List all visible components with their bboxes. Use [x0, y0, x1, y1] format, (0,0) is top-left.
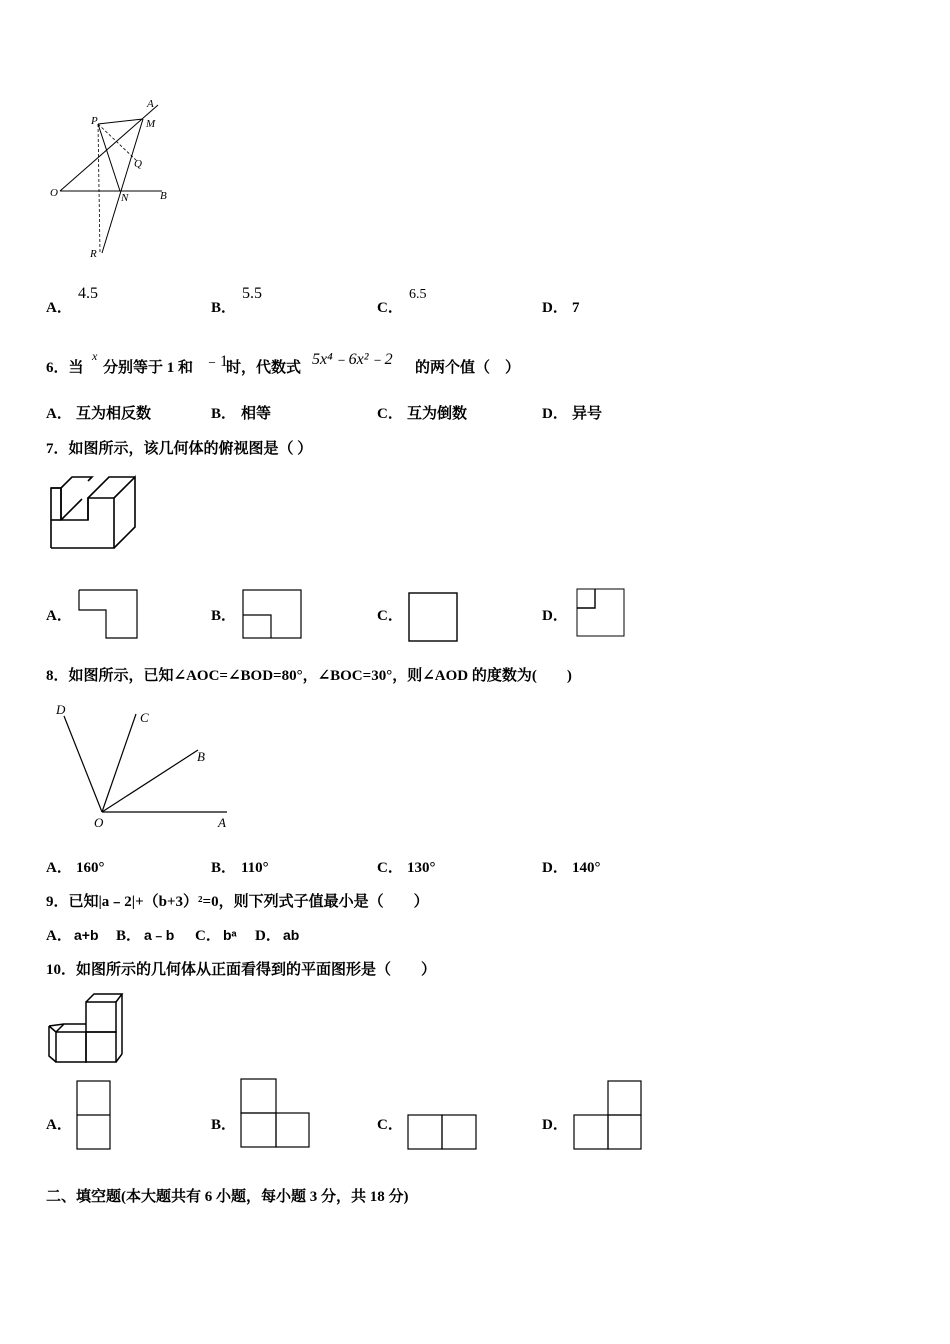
q6-option-c-value: 互为倒数 [407, 406, 468, 422]
q8-angle-figure [50, 700, 240, 834]
q8-option-b-value: 110° [241, 860, 269, 876]
q5-option-c-letter: C． [377, 300, 403, 316]
q8-label-A: A [218, 815, 226, 830]
q5-option-b-value: 5.5 [242, 285, 262, 302]
q7-option-d-figure[interactable] [576, 588, 628, 640]
q6-option-c-letter: C． [377, 406, 403, 422]
q10-option-a-letter: A． [46, 1117, 72, 1133]
q5-label-P: P [91, 115, 98, 127]
q5-option-b-letter: B． [211, 300, 237, 316]
q6-text-part4: 的两个值（ ） [415, 360, 521, 376]
q5-label-N: N [121, 192, 129, 204]
q9-option-c-value: bᵃ [223, 927, 237, 943]
q6-option-a-value: 互为相反数 [76, 406, 152, 422]
q6-option-d-letter: D． [542, 406, 568, 422]
q5-label-B: B [160, 190, 167, 202]
q9-option-a-letter: A． [46, 928, 72, 944]
q9-option-d-letter: D． [255, 928, 281, 944]
q9-option-b-value: a﹣b [144, 927, 175, 943]
q8-question: 8．如图所示，已知∠AOC=∠BOD=80°，∠BOC=30°，则∠AOD 的度数为( ) [46, 668, 572, 684]
q8-option-a-value: 160° [76, 860, 105, 876]
q6-option-a-letter: A． [46, 406, 72, 422]
q5-option-a-letter: A． [46, 300, 72, 316]
q10-option-d-letter: D． [542, 1117, 568, 1133]
q7-option-c-figure[interactable] [408, 592, 460, 644]
q5-label-R: R [90, 248, 97, 260]
q9-option-b-letter: B． [116, 928, 142, 944]
q9-option-c-letter: C． [195, 928, 221, 944]
q6-text-part1: 6．当 [46, 360, 84, 376]
q6-option-b-letter: B． [211, 406, 237, 422]
q6-expression: 5x⁴﹣6x²﹣2 [312, 351, 393, 368]
q10-option-d-figure[interactable] [573, 1080, 645, 1152]
q8-option-d-value: 140° [572, 860, 601, 876]
q6-option-b-value: 相等 [241, 406, 272, 422]
q5-label-Q: Q [134, 158, 142, 170]
q7-option-b-figure[interactable] [242, 589, 304, 641]
q9-option-a-value: a+b [74, 927, 99, 943]
q8-option-a-letter: A． [46, 860, 72, 876]
q6-text-part3: 时，代数式 [226, 360, 302, 376]
q7-option-c-letter: C． [377, 608, 403, 624]
q6-text-part2: 分别等于 1 和 [103, 360, 194, 376]
q10-cube-figure [46, 990, 122, 1066]
q5-option-d-letter: D． [542, 300, 568, 316]
q7-option-a-figure[interactable] [78, 589, 140, 641]
q9-option-d-value: ab [283, 927, 300, 943]
q8-option-b-letter: B． [211, 860, 237, 876]
q6-option-d-value: 异号 [572, 406, 603, 422]
q5-option-a-value: 4.5 [78, 285, 98, 302]
q8-option-c-value: 130° [407, 860, 436, 876]
q10-option-c-letter: C． [377, 1117, 403, 1133]
section-2-title: 二、填空题(本大题共有 6 小题，每小题 3 分，共 18 分) [46, 1189, 409, 1205]
q6-var-x: x [92, 349, 98, 363]
q7-question: 7．如图所示，该几何体的俯视图是（ ） [46, 441, 313, 457]
q5-option-d-value: 7 [572, 300, 580, 316]
q10-option-b-figure[interactable] [240, 1078, 314, 1152]
q6-neg-one: ﹣1 [204, 353, 229, 370]
q8-option-c-letter: C． [377, 860, 403, 876]
q9-question: 9．已知|a﹣2|+（b+3）²=0，则下列式子值最小是（ ） [46, 894, 429, 910]
q7-option-d-letter: D． [542, 608, 568, 624]
q8-label-B: B [197, 749, 205, 764]
q5-label-M: M [146, 118, 156, 130]
q5-label-A: A [147, 98, 154, 110]
q7-option-a-letter: A． [46, 608, 72, 624]
q10-option-c-figure[interactable] [407, 1114, 479, 1152]
q5-label-O: O [50, 187, 58, 199]
q10-question: 10．如图所示的几何体从正面看得到的平面图形是（ ） [46, 962, 437, 978]
q10-option-a-figure[interactable] [76, 1080, 114, 1152]
q7-solid-figure [48, 474, 140, 554]
q5-option-c-value: 6.5 [409, 287, 427, 302]
q8-option-d-letter: D． [542, 860, 568, 876]
q10-option-b-letter: B． [211, 1117, 237, 1133]
q8-label-D: D [56, 702, 66, 717]
q8-label-O: O [94, 815, 104, 830]
q7-option-b-letter: B． [211, 608, 237, 624]
q8-label-C: C [140, 710, 149, 725]
q5-geometry-figure [40, 95, 180, 265]
